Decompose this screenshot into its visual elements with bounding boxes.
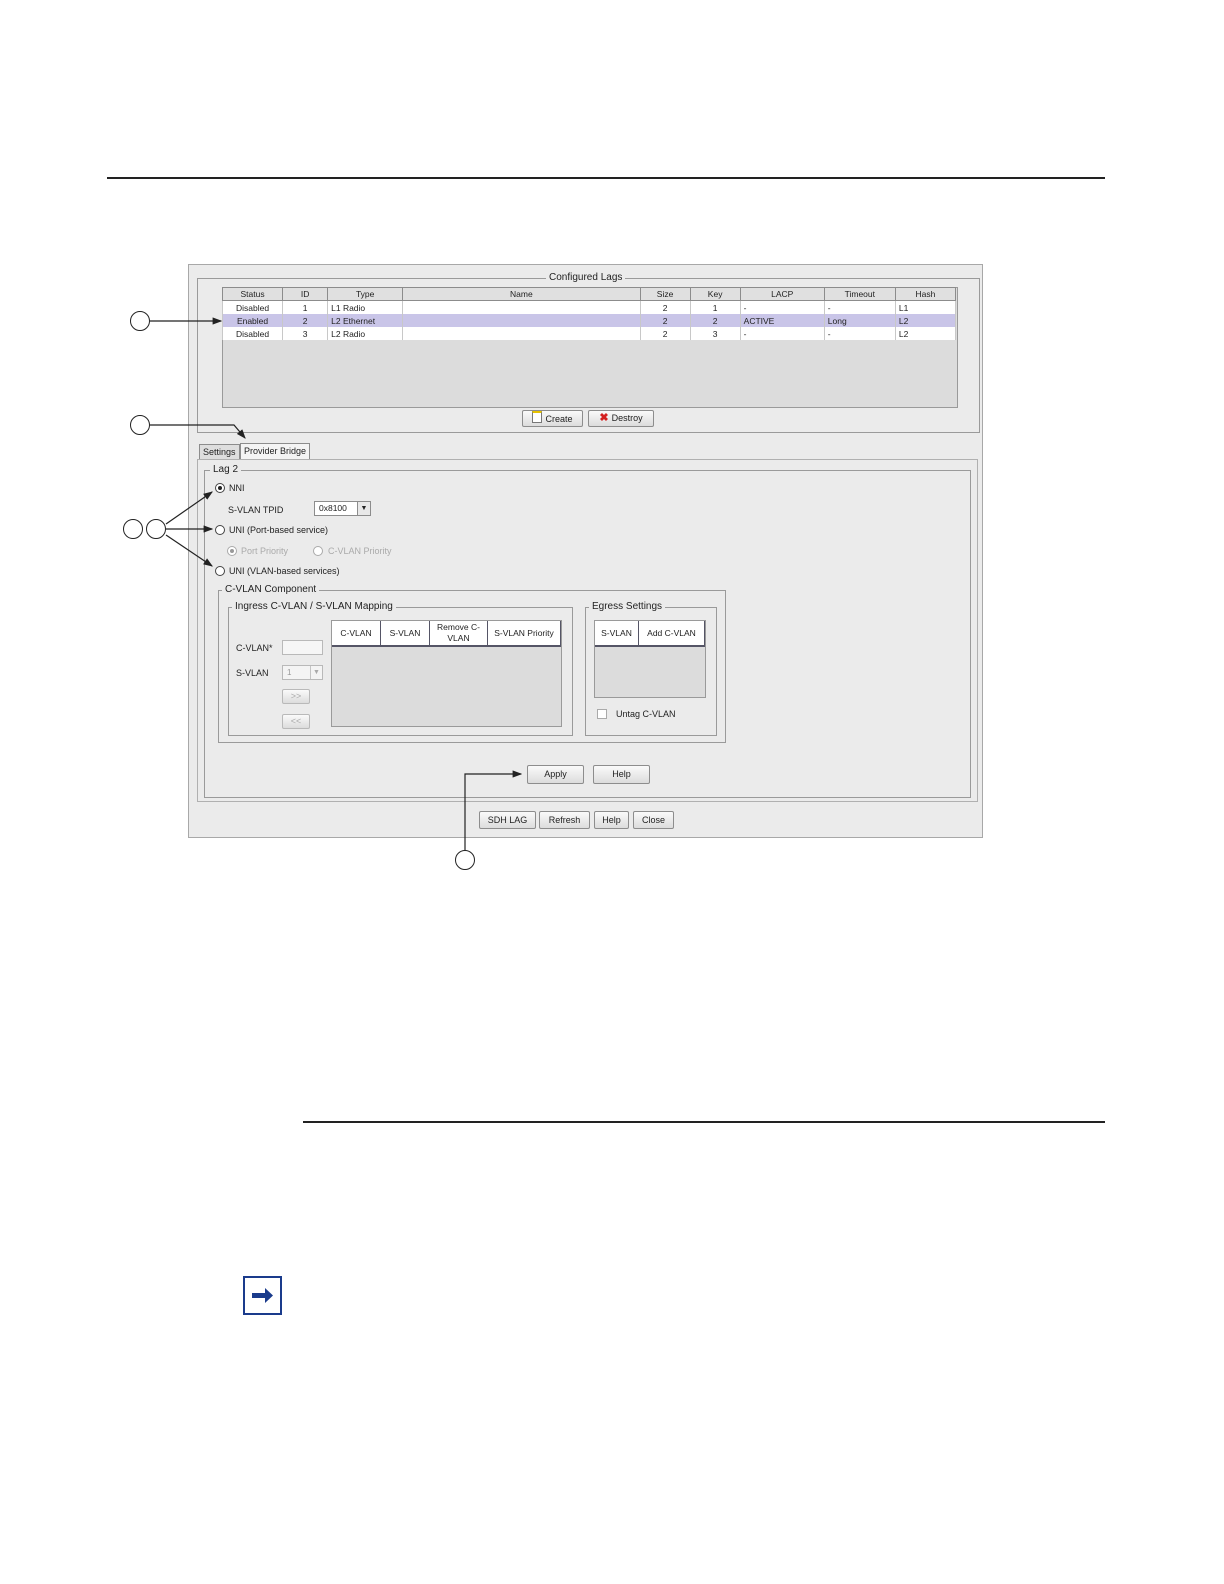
cell-lacp: ACTIVE	[740, 314, 824, 327]
tab-settings[interactable]: Settings	[199, 444, 240, 459]
cell-hash: L2	[895, 327, 955, 340]
cell-id: 1	[283, 301, 328, 315]
col-size[interactable]: Size	[640, 288, 690, 301]
cell-size: 2	[640, 301, 690, 315]
cvlan-priority-label: C-VLAN Priority	[328, 546, 392, 556]
destroy-label: Destroy	[611, 413, 643, 423]
uni-port-label: UNI (Port-based service)	[229, 525, 329, 535]
apply-button[interactable]: Apply	[527, 765, 584, 784]
svlan-tpid-label: S-VLAN TPID	[228, 505, 284, 515]
chevron-down-icon[interactable]: ▼	[357, 502, 370, 515]
cell-key: 3	[690, 327, 740, 340]
cell-type: L2 Ethernet	[328, 314, 403, 327]
nni-label: NNI	[229, 483, 245, 493]
right-arrow-icon	[243, 1276, 282, 1315]
cvlan-field-label: C-VLAN*	[236, 643, 273, 653]
egress-settings-title: Egress Settings	[589, 601, 665, 613]
col-cvlan[interactable]: C-VLAN	[332, 621, 381, 647]
col-lacp[interactable]: LACP	[740, 288, 824, 301]
col-hash[interactable]: Hash	[895, 288, 955, 301]
sdh-lag-button[interactable]: SDH LAG	[479, 811, 536, 829]
cell-timeout: Long	[824, 314, 895, 327]
cell-id: 2	[283, 314, 328, 327]
svlan-select-value: 1	[287, 668, 292, 677]
tab-provider-bridge[interactable]: Provider Bridge	[240, 443, 310, 459]
col-type[interactable]: Type	[328, 288, 403, 301]
cell-lacp: -	[740, 301, 824, 315]
cell-hash: L2	[895, 314, 955, 327]
cell-key: 2	[690, 314, 740, 327]
col-timeout[interactable]: Timeout	[824, 288, 895, 301]
cell-key: 1	[690, 301, 740, 315]
help-button[interactable]: Help	[593, 765, 650, 784]
map-add-button[interactable]: >>	[282, 689, 310, 704]
cell-status: Disabled	[223, 327, 283, 340]
col-name[interactable]: Name	[403, 288, 640, 301]
col-add-cvlan[interactable]: Add C-VLAN	[639, 621, 705, 647]
chevron-down-icon[interactable]: ▼	[310, 666, 322, 679]
col-remove-cvlan[interactable]: Remove C-VLAN	[430, 621, 488, 647]
port-priority-label: Port Priority	[241, 546, 289, 556]
svlan-field-label: S-VLAN	[236, 668, 269, 678]
refresh-button[interactable]: Refresh	[539, 811, 590, 829]
configured-lags-title: Configured Lags	[546, 272, 625, 284]
col-svlan[interactable]: S-VLAN	[381, 621, 430, 647]
untag-cvlan-label: Untag C-VLAN	[616, 709, 676, 719]
cell-timeout: -	[824, 301, 895, 315]
cvlan-component-title: C-VLAN Component	[222, 584, 319, 596]
cell-size: 2	[640, 314, 690, 327]
cell-type: L1 Radio	[328, 301, 403, 315]
cell-timeout: -	[824, 327, 895, 340]
cell-type: L2 Radio	[328, 327, 403, 340]
cell-status: Disabled	[223, 301, 283, 315]
col-egress-svlan[interactable]: S-VLAN	[595, 621, 639, 647]
create-label: Create	[545, 414, 573, 424]
cell-id: 3	[283, 327, 328, 340]
close-button[interactable]: Close	[633, 811, 674, 829]
footer-help-button[interactable]: Help	[594, 811, 629, 829]
lag-group-title: Lag 2	[210, 464, 241, 476]
cell-size: 2	[640, 327, 690, 340]
cell-hash: L1	[895, 301, 955, 315]
col-id[interactable]: ID	[283, 288, 328, 301]
cell-status: Enabled	[223, 314, 283, 327]
ingress-mapping-title: Ingress C-VLAN / S-VLAN Mapping	[232, 601, 396, 613]
red-x-icon: ✖	[599, 412, 609, 424]
col-status[interactable]: Status	[223, 288, 283, 301]
col-svlan-priority[interactable]: S-VLAN Priority	[488, 621, 561, 647]
uni-vlan-label: UNI (VLAN-based services)	[229, 566, 340, 576]
svlan-tpid-value: 0x8100	[319, 503, 347, 513]
cell-lacp: -	[740, 327, 824, 340]
map-remove-button[interactable]: <<	[282, 714, 310, 729]
col-key[interactable]: Key	[690, 288, 740, 301]
